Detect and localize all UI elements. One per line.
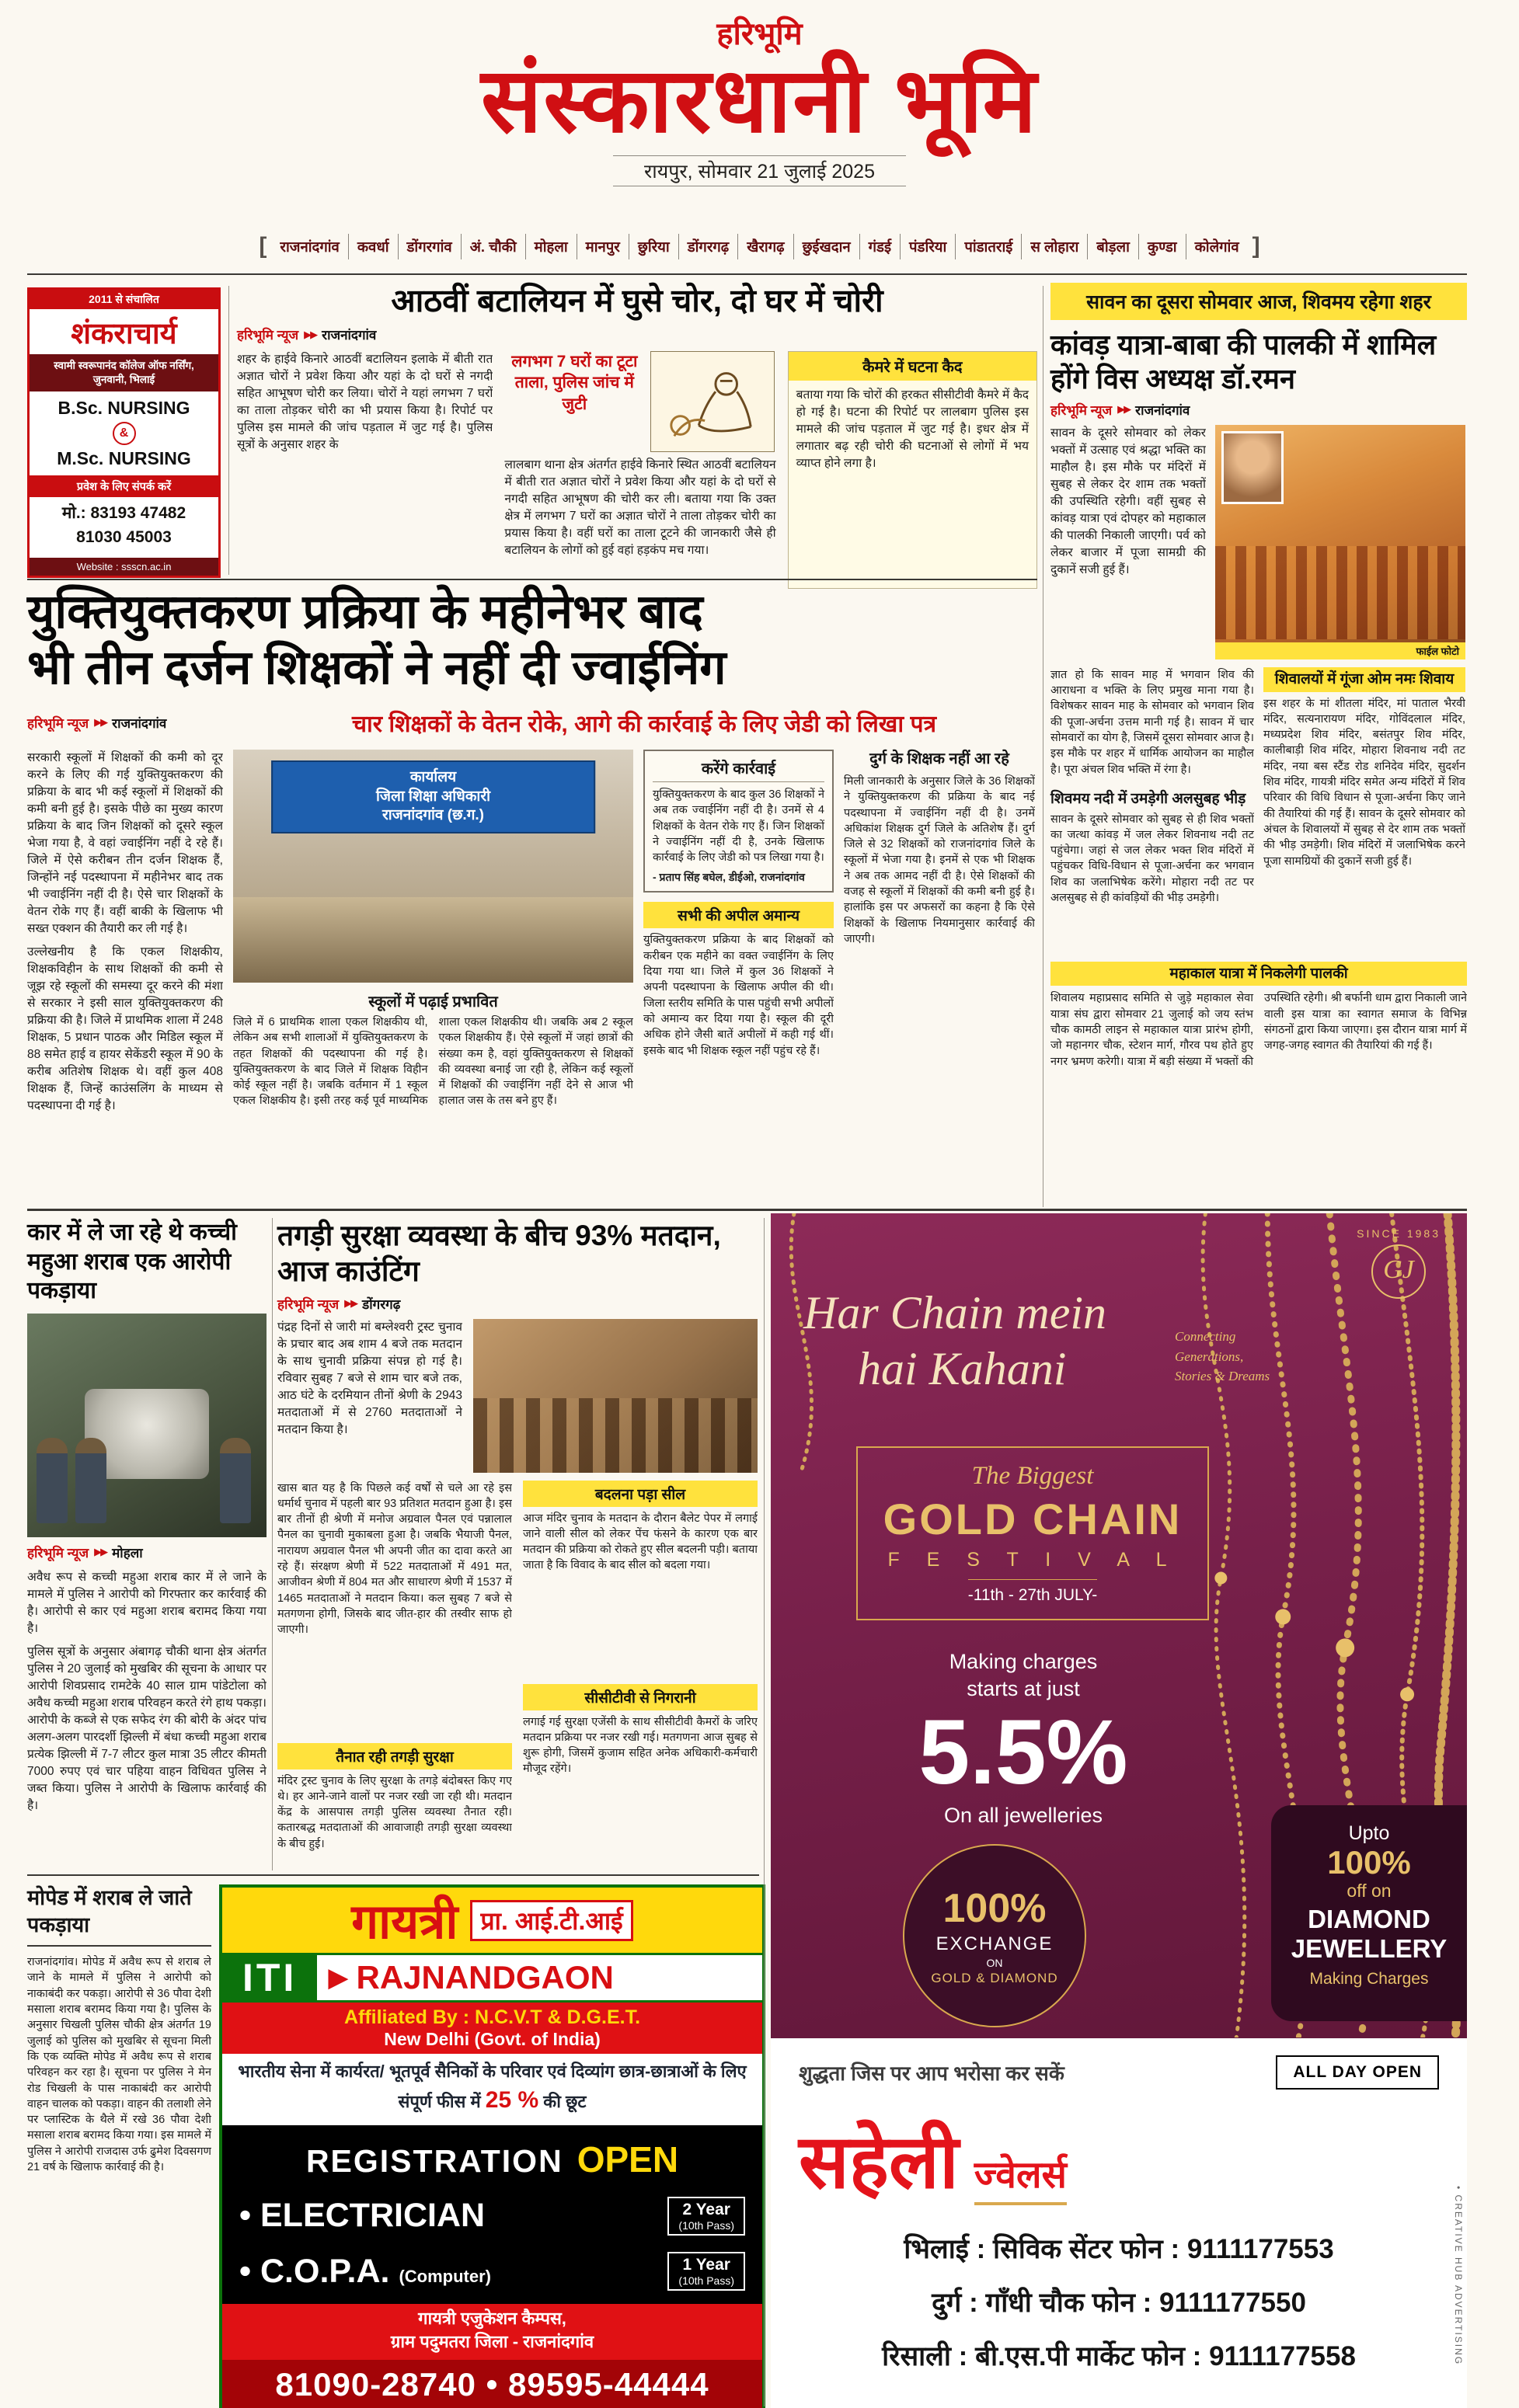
byline-brand: हरिभूमि न्यूज <box>237 328 299 343</box>
article-paragraph: सरकारी स्कूलों में शिक्षकों की कमी को दूर करने के लिए की गई युक्तियुक्तकरण की प्रक्रिया के बाद भी कई स्कूलों में शिक्षकों की कमी बनी हुई है। इसके पीछे का मुख्य कारण प्रक्रिया के बाद जिन शिक्षकों को दूसरे स्कूल भेजा गया है, वे वहां ज्वाईनिंग नहीं दे रहे हैं। जिले में ऐसे करीबन तीन दर्जन शिक्षक हैं, जिन्होंने नई पदस्थापना में महीनेभर बाद तक भी ज्वाईनिंग नहीं दी है। ऐसे चार शिक्षकों के वेतन रोके गए हैं। वहीं बाकी के खिलाफ भी सख्त एक्शन की तैयारी कर ली गई है। <box>27 750 223 935</box>
article-paragraph: राजनांदगांव। मोपेड में अवैध रूप से शराब ले जाने के मामले में पुलिस ने आरोपी को नाकाबंदी कर पकड़ा। आरोपी से 36 पौवा देशी मसाला शराब बरामद किया गया है। पुलिस के अनुसार चिखली पुलिस चौकी क्षेत्र अंतर्गत 19 जुलाई को पुलिस को मुखबिर से सूचना मिली कि एक व्यक्ति मोपेड में अवैध रूप से शराब परिवहन कर रहा है। सूचना पर पुलिस ने मेन रोड चिखली के पास नाकाबंदी कर आरोपी वाहन चालक को पकड़ा। वाहन की तलाशी लेने पर प्लास्टिक के थैले में रखे 36 पौवा देशी मसाला शराब बरामद किया गया। इस मामले में पुलिस ने आरोपी राजदास उर्फ ढुमेश दिवसगण 21 वर्ष के खिलाफ कार्रवाई की है। <box>27 1956 211 2174</box>
byline-place: राजनांदगांव <box>322 328 377 343</box>
byline-brand: हरिभूमि न्यूज <box>27 1545 89 1561</box>
article-paragraph: ज्ञात हो कि सावन माह में भगवान शिव की आराधना व भक्ति के लिए प्रमुख माना गया है। विशेषकर सावन माह के सोमवार को भगवान शिव की पूजा-अर्चना उत्तम मानी गई है। सावन में चार सोमवारों का योग है, जिसमें दूसरा सोमवार आज है। इस मौके पर शहर में धार्मिक आयोजन का माहौल है। पूरा अंचल शिव भक्ति में रंगा है। <box>1050 668 1254 776</box>
section-title-shivalaya: शिवालयों में गूंजा ओम नमः शिवाय <box>1263 667 1465 692</box>
nav-item: मानपुर <box>577 234 629 259</box>
sub-tagline <box>1175 1327 1270 1387</box>
nav-item: अं. चौकी <box>462 234 526 259</box>
iti-label: ITI <box>222 1953 317 2003</box>
festival-pre: The Biggest <box>971 1462 1094 1490</box>
byline <box>237 325 1037 343</box>
divider <box>272 1218 273 1870</box>
article-mahua-liquor-car <box>27 1218 267 1870</box>
iti-affiliation-band <box>222 2003 762 2054</box>
college-name: शंकराचार्य <box>71 318 177 350</box>
course-duration: 2 Year <box>682 2200 730 2218</box>
store-address-risali: रिसाली : बी.एस.पी मार्केट फोन : 9111177558 <box>882 2341 1356 2371</box>
nav-item: मोहला <box>526 234 577 259</box>
exchange-word: EXCHANGE <box>935 1933 1054 1954</box>
course-eligibility: (10th Pass) <box>678 2274 734 2288</box>
divider <box>27 1874 759 1876</box>
open-label: OPEN <box>577 2138 679 2180</box>
campaign-tagline <box>803 1285 1106 1397</box>
article-moped-liquor <box>27 1884 211 2406</box>
article-headline-line2: भी तीन दर्जन शिक्षकों ने नहीं दी ज्वाईनिंग <box>27 640 726 694</box>
ampersand-badge: & <box>113 422 136 445</box>
course-row-electrician <box>239 2197 745 2236</box>
divider <box>27 579 1037 580</box>
cartoon-sketch-icon <box>651 352 774 451</box>
box-title: कैमरे में घटना कैद <box>789 352 1036 381</box>
iti-ad-header <box>222 1888 762 1953</box>
byline-brand: हरिभूमि न्यूज <box>27 715 89 731</box>
section-text: मंदिर ट्रस्ट चुनाव के लिए सुरक्षा के तगड़े बंदोबस्त किए गए थे। हर आने-जाने वालों पर नजर रखी जा रही थी। मतदान केंद्र के आसपास तगड़ी पुलिस व्यवस्था तैनात रही। कतारबद्ध मतदाताओं की आवाजाही तगड़ी सुरक्षा व्यवस्था के बीच हुई। <box>277 1774 512 1850</box>
section-text: युक्तियुक्तकरण प्रक्रिया के बाद शिक्षकों को करीबन एक महीने का वक्त ज्वाईनिंग के लिए दिया गया था। जिले में कुल 36 शिक्षकों ने अपनी पदस्थापना के खिलाफ अपील की थी। जिला स्तरीय समिति के पास पहुंची सभी अपीलों को अमान्य कर दिया गया है। स्कूल की दूरी अधिक होने जैसी बातें अपीलों में कही गई थीं। इसके बाद भी शिक्षक स्कूल नहीं पहुंच रहे हैं। <box>643 934 834 1057</box>
college-established: 2011 से संचालित <box>30 290 218 309</box>
section-text: जिले में 6 प्राथमिक शाला एकल शिक्षकीय थी, लेकिन अब सभी शालाओं में युक्तियुक्तकरण के तहत शिक्षकों की पदस्थापना की गई है। युक्तियुक्तकरण के बाद जिले में शिक्षक विहीन कोई स्कूल नहीं है। जबकि वर्तमान में 1 स्कूल एकल शिक्षकीय है। इसी तरह कई पूर्व माध्यमिक शाला एकल शिक्षकीय थी। जबकि अब 2 स्कूल एकल शिक्षकीय हैं। ऐसे स्कूलों में जहां छात्रों की संख्या कम है, वहां युक्तियुक्तकरण से शिक्षकों की व्यवस्था बनाई जा रही है, लेकिन कई स्कूलों में शिक्षकों की ज्वाईनिंग नहीं देने से आज भी हालात जस के तस बने हुए हैं। <box>233 1015 633 1108</box>
section-text: शिवालय महाप्रसाद समिति से जुड़े महाकाल सेवा यात्रा संघ द्वारा सोमवार 21 जुलाई को जय स्तंभ चौक कामठी लाइन से महाकाल यात्रा प्रारंभ होगी, जो महानगर चौक, स्टेशन मार्ग, गौरव पथ होते हुए नगर भ्रमण करेगी। यात्रा में बड़ी संख्या में भक्तों की उपस्थिति रहेगी। श्री बर्फानी धाम द्वारा निकाली जाने वाली इस यात्रा का स्वागत समाज के विभिन्न संगठनों द्वारा किया जाएगा। इस दौरान यात्रा मार्ग में जगह-जगह स्वागत की तैयारियां की गई हैं। <box>1050 992 1467 1068</box>
section-subhead: दुर्ग के शिक्षक नहीं आ रहे <box>869 750 1009 767</box>
section-title-cctv: सीसीटीवी से निगरानी <box>523 1684 758 1710</box>
masthead <box>0 11 1519 186</box>
article-headline: कांवड़ यात्रा-बाबा की पालकी में शामिल होंगे विस अध्यक्ष डॉ.रमन <box>1050 329 1437 395</box>
section-text: सावन के दूसरे सोमवार को सुबह से ही शिव भक्तों का जत्था कांवड़ में जल लेकर शिवनाथ नदी तट पहुंचेगा। जहां से जल लेकर भक्त शिव मंदिरों में पहुंचकर विधि-विधान से पूजा-अर्चना कर भगवान शिव का जलाभिषेक करेंगे। मोहारा नदी तट पर अलसुबह से ही कांवड़ियों की भीड़ उमड़ेगी। <box>1050 813 1254 905</box>
college-website: Website : ssscn.ac.in <box>30 558 218 576</box>
office-signboard <box>271 760 596 833</box>
subtag-line1: Connecting <box>1175 1329 1236 1344</box>
article-paragraph: लालबाग थाना क्षेत्र अंतर्गत हाईवे किनारे स्थित आठवीं बटालियन में बीती रात अज्ञात चोरों ने प्रवेश किया और यहां के दो घरों से नगदी सहित आभूषण की चोरी कर ली। बताया गया कि उक्त क्षेत्र में लगभग 7 घरों का अज्ञात चोरों ने ताला तोड़कर चोरी का प्रयास किया है। वहीं घरों का ताला टूटने की जानकारी जैसे ही बटालियन के लोगों को हुई वहां हड़कंप मच गया। <box>504 458 776 558</box>
discount-value: 25 % <box>485 2086 539 2113</box>
jewellery-ad-white-panel <box>771 2038 1467 2408</box>
ad-gayatri-iti <box>219 1884 765 2408</box>
article-sawan-kanwar-yatra <box>1050 283 1467 1207</box>
college-contact-label: प्रवेश के लिए संपर्क करें <box>30 475 218 497</box>
byline-brand: हरिभूमि न्यूज <box>1050 402 1113 418</box>
byline-arrows-icon: ▶▶ <box>94 1546 107 1557</box>
course-eligibility: (10th Pass) <box>678 2218 734 2232</box>
affiliation-line1: Affiliated By : N.C.V.T & D.G.E.T. <box>343 2006 641 2028</box>
iti-address-band <box>222 2304 762 2360</box>
divider <box>27 1209 1467 1211</box>
nav-item: स लोहारा <box>1022 234 1088 259</box>
article-headline: आठवीं बटालियन में घुसे चोर, दो घर में चोरी <box>391 283 883 318</box>
iti-phone-band: 81090-28740 • 89595-44444 <box>222 2360 762 2408</box>
byline-brand: हरिभूमि न्यूज <box>277 1296 340 1312</box>
course-name: • C.O.P.A. <box>239 2252 390 2290</box>
queue-texture <box>473 1398 758 1473</box>
section-text: आज मंदिर चुनाव के मतदान के दौरान बैलेट पेपर में लगाई जाने वाली सील को लेकर पेंच फंसने के कारण एक बार मतदान की प्रक्रिया को रोकते हुए सील बदलनी पड़ी। बताया जाता है कि विवाद के बाद सील को बदला गया। <box>523 1512 758 1572</box>
nav-item: खैरागढ़ <box>738 234 793 259</box>
photo-caption: फाईल फोटो <box>1215 642 1465 659</box>
festival-dates: -11th - 27th JULY- <box>968 1579 1098 1605</box>
byline-place: राजनांदगांव <box>1135 402 1190 418</box>
section-subhead: स्कूलों में पढ़ाई प्रभावित <box>368 993 498 1011</box>
article-battalion-theft <box>237 283 1037 575</box>
byline-arrows-icon: ▶▶ <box>1117 403 1131 416</box>
college-subtitle: स्वामी स्वरूपानंद कॉलेज ऑफ नर्सिंग, जुनवानी, भिलाई <box>30 354 218 391</box>
voting-queue-photo <box>473 1319 758 1473</box>
nav-item: कोलेगांव <box>1194 238 1239 255</box>
affiliation-line2: New Delhi (Govt. of India) <box>384 2029 601 2049</box>
article-trust-election <box>277 1218 758 1870</box>
tagline-line1: Har Chain mein <box>803 1287 1106 1338</box>
course-duration: 1 Year <box>682 2256 730 2274</box>
iti-discount-text <box>222 2054 762 2125</box>
section-text: लगाई गई सुरक्षा एजेंसी के साथ सीसीटीवी कैमरों के जरिए मतदान प्रक्रिया पर नजर रखी गई। मतगणना आज सुबह से शुरू होगी, जिसमें कुजाम सहित अनेक अधिकारी-कर्मचारी मौजूद रहेंगे। <box>523 1715 758 1776</box>
section-text: मिली जानकारी के अनुसार जिले के 36 शिक्षकों ने युक्तियुक्तकरण की प्रक्रिया के बाद नई पदस्थापना में ज्वाईनिंग नहीं दी है। उनमें अधिकांश शिक्षक दुर्ग जिले के अतिशेष हैं। दुर्ग जिले से 32 शिक्षकों को राजनांदगांव जिले के स्कूलों में भेजा गया है। इनमें से एक भी शिक्षक ने अब तक आमद नहीं दी है। ऐसे शिक्षकों की वजह से स्कूलों में शिक्षकों की कमी बनी हुई है। हालांकि इस पर अफसरों का कहना है कि ऐसे शिक्षकों के खिलाफ नियमानुसार कार्रवाई की जाएगी। <box>844 774 1035 945</box>
store-addresses <box>771 2230 1467 2374</box>
store-address-bhilai: भिलाई : सिविक सेंटर फोन : 9111177553 <box>904 2234 1334 2264</box>
college-course-msc: M.Sc. NURSING <box>57 448 191 469</box>
article-headline: तगड़ी सुरक्षा व्यवस्था के बीच 93% मतदान, आज काउंटिंग <box>277 1220 721 1288</box>
all-day-open-badge: ALL DAY OPEN <box>1276 2055 1439 2090</box>
rule-under-nav <box>27 273 1467 275</box>
article-paragraph: सावन के दूसरे सोमवार को लेकर भक्तों में उत्साह एवं श्रद्धा भक्ति का माहौल है। इस मौके पर मंदिरों में सुबह से लेकर देर शाम तक भक्तों की उपस्थिति रहेगी। वहीं सुबह से कांवड़ यात्रा एवं दोपहर को महाकाल की पालकी निकाली जाएगी। पर्व को लेकर बाजार में पूजा सामग्री की दुकानें सजी हुई हैं। <box>1050 426 1206 576</box>
subtag-line3: Stories & Dreams <box>1175 1369 1270 1383</box>
jeweller-monogram-logo: GJ <box>1371 1244 1426 1299</box>
box-text: युक्तियुक्तकरण के बाद कुल 36 शिक्षकों ने अब तक ज्वाईनिंग नहीं दी है। उनमें से 4 शिक्षकों के वेतन रोके गए हैं। जिन शिक्षकों ने ज्वाईनिंग नहीं दी है, उनके खिलाफ कार्रवाई के लिए जेडी को पत्र लिखा गया है। <box>653 788 824 865</box>
discount-pre: भारतीय सेना में कार्यरत/ भूतपूर्व सैनिकों के परिवार एवं दिव्यांग छात्र-छात्राओं के लिए संपूर्ण फीस में <box>238 2062 747 2111</box>
byline-arrows-icon: ▶▶ <box>94 716 107 729</box>
section-title-mahakal: महाकाल यात्रा में निकलेगी पालकी <box>1050 962 1467 987</box>
purity-slogan: शुद्धता जिस पर आप भरोसा कर सकें <box>799 2062 1064 2085</box>
nav-region-list <box>271 234 1247 259</box>
section-subhead: शिवमय नदी में उमड़ेगी अलसुबह भीड़ <box>1050 790 1246 807</box>
byline-place: डोंगरगढ़ <box>362 1296 401 1312</box>
diamond-upto: Upto <box>1348 1822 1390 1844</box>
arrow-right-icon: ▶ <box>328 1963 349 1992</box>
section-text: इस शहर के मां शीतला मंदिर, मां पाताल भैरवी मंदिर, सत्यनारायण मंदिर, गोविंदलाल मंदिर, मध्यप्रदेश शिव मंदिर, बसंतपुर शिव मंदिर, कालीबाड़ी शिव मंदिर, मोहारा शिवनाथ नदी तट मंदिर, नया बस स्टैंड रोड शनिदेव मंदिर, सुदर्शन शिव मंदिर, गायत्री मंदिर समेत अन्य मंदिरों में शिव परिवार की विधि विधान से पूजा-अर्चना किए जाने की तैयारियां की गई हैं। सावन के दूसरे सोमवार को अंचल के शिवालयों में सुबह से देर शाम तक भक्तों की भीड़ उमड़ेगी। शिव मंदिरों में जलाभिषेक करने पूजा सामग्रियों की दुकानें सजी हुई हैं। <box>1263 697 1465 868</box>
sign-line2: जिला शिक्षा अधिकारी <box>375 788 491 805</box>
masthead-brand: हरिभूमि <box>716 17 803 51</box>
article-paragraph: पुलिस सूत्रों के अनुसार अंबागढ़ चौकी थाना क्षेत्र अंतर्गत पुलिस ने 20 जुलाई को मुखबिर की सूचना के आधार पर आरोपी शिवप्रसाद रामटेके 40 साल ग्राम पांडेटोला को अवैध कच्ची महुआ शराब परिवहन करते रंगे हाथ पकड़ा। आरोपी के कब्जे से एक सफेद रंग की बोरी के अंदर पांच अलग-अलग पारदर्शी झिल्ली में बंधा कच्ची महुआ शराब प्रत्येक झिल्ली में 7-7 लीटर कुल मात्रा 35 लीटर कीमती 7000 रुपए एवं चार पहिया वाहन विधिवत पुलिस ने जब्त किया। पुलिस ने आरोपी के खिलाफ कार्रवाई की है। <box>27 1644 267 1812</box>
masthead-dateline: रायपुर, सोमवार 21 जुलाई 2025 <box>613 155 906 186</box>
sign-line1: कार्यालय <box>409 768 457 785</box>
box-title: करेंगे कार्रवाई <box>653 757 824 782</box>
education-office-photo <box>233 750 633 983</box>
tagline-line2: hai Kahani <box>858 1343 1067 1394</box>
ad-saheli-jewellers <box>771 1213 1467 2408</box>
article-headline: मोपेड में शराब ले जाते पकड़ाया <box>27 1884 211 1947</box>
store-logo <box>771 2090 1467 2210</box>
nav-item: छुईखदान <box>794 234 860 259</box>
byline <box>1050 401 1467 419</box>
festival-word: F E S T I V A L <box>887 1549 1178 1571</box>
thief-cartoon-image <box>650 351 775 452</box>
nav-bracket-close: ] <box>1252 233 1260 259</box>
college-phone-1: मो.: 83193 47482 <box>61 504 186 523</box>
region-nav-strip <box>210 233 1309 259</box>
section-title-appeal: सभी की अपील अमान्य <box>643 902 834 928</box>
diamond-line2: JEWELLERY <box>1291 1934 1448 1964</box>
sign-line3: राजनांदगांव (छ.ग.) <box>381 807 485 824</box>
police-figure <box>75 1438 106 1523</box>
diamond-pct: 100% <box>1327 1844 1411 1881</box>
diamond-offon: off on <box>1347 1881 1392 1902</box>
kanwar-yatra-photo <box>1215 425 1465 659</box>
jewellery-ad-maroon-panel <box>771 1213 1467 2038</box>
pull-quote: लगभग 7 घरों का टूटा ताला, पुलिस जांच में जुटी <box>511 353 638 413</box>
crowd-texture <box>1215 546 1465 639</box>
nav-item: कुण्डा <box>1139 234 1186 259</box>
nav-bracket-open: [ <box>259 233 267 259</box>
masthead-title: संस्कारधानी भूमि <box>480 50 1039 151</box>
offer-line2: starts at just <box>967 1677 1080 1701</box>
police-seizure-photo <box>27 1314 267 1537</box>
byline-place: राजनांदगांव <box>112 715 167 731</box>
nav-item: पंडरिया <box>901 234 956 259</box>
byline <box>27 714 253 732</box>
making-charges-offer <box>856 1648 1190 1828</box>
diamond-line3: Making Charges <box>1309 1970 1429 1989</box>
article-paragraph: उल्लेखनीय है कि एकल शिक्षकीय, शिक्षकविहीन के साथ शिक्षकों की कमी से जूझ रहे स्कूलों की समस्या दूर करने की मंशा से सरकार ने इसी साल युक्तियुक्तकरण की प्रक्रिया की है। जिले में प्राथमिक शाला में 248 शिक्षक, 5 प्रधान पाठक और मिडिल स्कूल में 88 समेत हाई व हायर सेकेंडरी स्कूल में 90 के करीब अतिशेष शिक्षक थे। वहीं कुल 408 शिक्षक हैं, जिन्हें काउंसलिंग के माध्यम से पदस्थापना दी गई है। <box>27 945 223 1112</box>
nav-item: डोंगरगढ़ <box>679 234 739 259</box>
store-name-hindi: सहेली <box>799 2121 959 2204</box>
college-phone-2: 81030 45003 <box>76 528 172 547</box>
address-line2: ग्राम पदुमतरा जिला - राजनांदगांव <box>390 2331 594 2351</box>
offer-rate: 5.5% <box>918 1701 1128 1804</box>
offer-line1: Making charges <box>949 1650 1098 1673</box>
nav-item: राजनांदगांव <box>271 234 348 259</box>
corridor-texture <box>233 897 633 983</box>
nav-item: डोंगरगांव <box>399 234 462 259</box>
official-statement-box <box>643 750 834 893</box>
byline-arrows-icon: ▶▶ <box>304 328 317 340</box>
exchange-items: GOLD & DIAMOND <box>931 1971 1058 1985</box>
exchange-pct: 100% <box>942 1886 1047 1931</box>
police-figure <box>37 1438 68 1523</box>
byline <box>277 1295 758 1313</box>
statement-attribution: - प्रताप सिंह बघेल, डीईओ, राजनांदगांव <box>653 871 805 884</box>
festival-name: GOLD CHAIN <box>883 1495 1183 1543</box>
course-name: • ELECTRICIAN <box>239 2197 486 2235</box>
store-address-durg: दुर्ग : गाँधी चौक फोन : 9111177550 <box>932 2288 1306 2318</box>
registration-label: REGISTRATION <box>305 2142 563 2179</box>
article-paragraph: अवैध रूप से कच्ची महुआ शराब कार में ले जाने के मामले में पुलिस ने आरोपी को गिरफ्तार कर कार्रवाई की है। आरोपी से कार एवं महुआ शराब बरामद किया गया है। <box>27 1570 267 1635</box>
box-text: बताया गया कि चोरों की हरकत सीसीटीवी कैमरे में कैद हो गई है। घटना की रिपोर्ट पर लालबाग पुलिस इस मामले की जांच पड़ताल में जुट गई है। इधर क्षेत्र में लगातार बढ़ रही चोरी की घटनाओं से लोगों में भय व्याप्त होने लगा है। <box>796 388 1029 471</box>
iti-courses-panel <box>222 2125 762 2304</box>
police-figure <box>220 1438 251 1523</box>
discount-post: की छूट <box>543 2091 587 2111</box>
article-kicker: सावन का दूसरा सोमवार आज, शिवमय रहेगा शहर <box>1050 283 1467 320</box>
divider <box>228 286 229 575</box>
byline <box>27 1543 267 1561</box>
section-title-seal: बदलना पड़ा सील <box>523 1481 758 1507</box>
offer-scope: On all jewelleries <box>943 1803 1103 1827</box>
article-headline-line1: युक्तियुक्तकरण प्रक्रिया के महीनेभर बाद <box>27 585 703 638</box>
nav-item: पांडातराई <box>956 234 1022 259</box>
camera-caught-box <box>788 351 1037 589</box>
iti-city: RAJNANDGAON <box>356 1959 614 1996</box>
since-label: SINCE 1983 <box>1357 1227 1441 1240</box>
article-paragraph: पंद्रह दिनों से जारी मां बम्लेश्वरी ट्रस्ट चुनाव के प्रचार बाद अब शाम 4 बजे तक मतदान के साथ चुनावी प्रक्रिया संपन्न हो गई है। रविवार सुबह 7 बजे से शाम चार बजे तक, आठ घंटे के दरमियान तीनों श्रेणी के 2943 मतदाताओं में से 2760 मतदाताओं ने मतदान किया है। <box>277 1320 462 1436</box>
section-title-security: तैनात रही तगड़ी सुरक्षा <box>277 1743 512 1769</box>
ad-agency-credit: • CREATIVE HUB ADVERTISING <box>1453 2186 1464 2366</box>
article-paragraph: शहर के हाईवे किनारे आठवीं बटालियन इलाके में बीती रात अज्ञात चोरों ने प्रवेश किया और यहां के दो घरों से नगदी सहित आभूषण चोरी कर लिया। चोरों ने यहां लगभग 7 घरों का ताला तोड़कर चोरी का भी प्रयास किया है। रिपोर्ट पर पुलिस इस मामले की जांच पड़ताल में जुट गई है। पुलिस सूत्रों के अनुसार शहर के <box>237 353 493 452</box>
nav-item: छुरिया <box>629 234 679 259</box>
nav-item: कवर्धा <box>349 234 399 259</box>
iti-brand-suffix: प्रा. आई.टी.आई <box>470 1900 632 1941</box>
course-subtitle: (Computer) <box>399 2266 491 2286</box>
article-teachers-joining <box>27 584 1036 1206</box>
course-row-copa <box>239 2252 745 2291</box>
exchange-on: ON <box>986 1957 1003 1969</box>
byline-place: मोहला <box>112 1545 143 1561</box>
ad-nursing-college <box>27 287 221 578</box>
iti-brand-name: गायत्री <box>351 1895 458 1949</box>
college-course-bsc: B.Sc. NURSING <box>57 398 190 419</box>
since-badge <box>1357 1227 1441 1299</box>
dr-raman-portrait <box>1221 431 1284 504</box>
byline-arrows-icon: ▶▶ <box>344 1297 357 1309</box>
article-headline: कार में ले जा रहे थे कच्ची महुआ शराब एक आरोपी पकड़ाया <box>27 1220 237 1303</box>
divider <box>764 1218 765 2406</box>
exchange-offer-circle <box>903 1844 1086 2027</box>
diamond-line1: DIAMOND <box>1308 1905 1430 1934</box>
article-subhead: चार शिक्षकों के वेतन रोके, आगे की कार्रवाई के लिए जेडी को लिखा पत्र <box>351 711 937 737</box>
address-line1: गायत्री एजुकेशन कैम्पस, <box>418 2309 566 2328</box>
nav-item: गंडई <box>860 234 901 259</box>
store-name-suffix: ज्वेलर्स <box>974 2149 1067 2205</box>
festival-block <box>856 1446 1209 1620</box>
diamond-offer-box <box>1271 1805 1467 2021</box>
nav-item: बोड़ला <box>1088 234 1139 259</box>
subtag-line2: Generations, <box>1175 1348 1244 1364</box>
article-paragraph: खास बात यह है कि पिछले कई वर्षों से चले आ रहे इस धर्मार्थ चुनाव में पहली बार 93 प्रतिशत मतदान हुआ है। इस बार तीनों ही श्रेणी में मनोज अग्रवाल पैनल एवं पन्नालाल पैनल का चुनावी मुकाबला हुआ है। जबकि भैयाजी पैनल, नारायण अग्रवाल पैनल भी अपनी जीत का दावा करते आ रहे हैं। संरक्षण श्रेणी में 522 मतदाताओं में 491 मत, आजीवन श्रेणी में 804 मत और साधारण श्रेणी में 1537 में 1465 मतदाताओं ने मतदान किया। कल सुबह 7 बजे से मतगणना होगी, जिसके बाद जीत-हार की तस्वीर साफ हो जाएगी। <box>277 1481 512 1637</box>
iti-name-band <box>222 1953 762 2003</box>
